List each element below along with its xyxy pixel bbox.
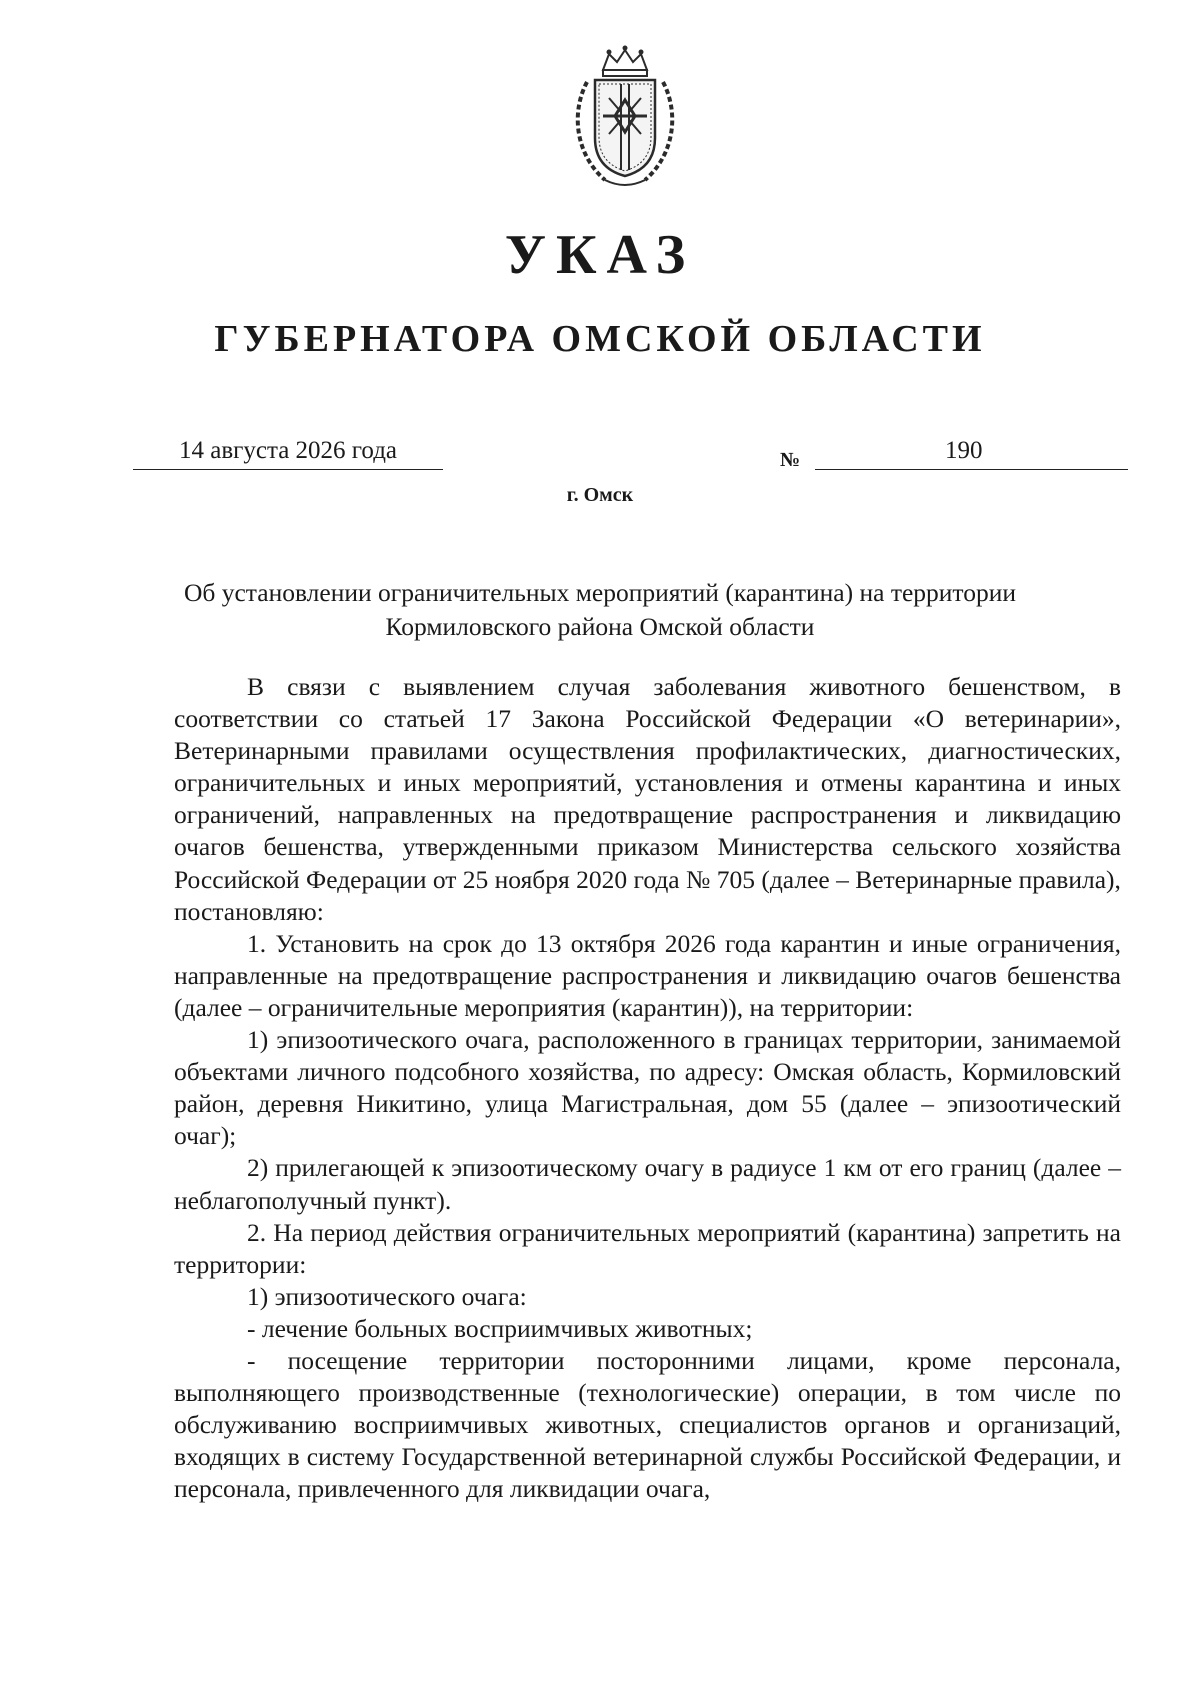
subject-line: Об установлении ограничительных мероприятий (карантина) на территории [183, 578, 1017, 607]
clause-1: 1. Установить на срок до 13 октября 2026 года карантин и иные ограничения, направленные на предотвращение распространения и ликвидацию очагов бешенства (далее – ограничительные мероприятия (карантин)), на территории: [174, 928, 1121, 1022]
clause-2-item-1: 1) эпизоотического очага: [247, 1281, 527, 1311]
decree-title: УКАЗ [504, 224, 696, 286]
clause-1-item-1: 1) эпизоотического очага, расположенного в границах территории, занимаемой объектами личного подсобного хозяйства, по адресу: Омская область, Кормиловский район, деревня Никитино, улица Магистральная, дом 55 (далее – эпизоотический очаг); [174, 1025, 1121, 1151]
resolution-word: постановляю: [174, 896, 324, 926]
decree-number: 190 [945, 437, 983, 464]
coat-of-arms-icon [565, 42, 685, 192]
issuer-title: ГУБЕРНАТОРА ОМСКОЙ ОБЛАСТИ [214, 318, 986, 360]
decree-body [174, 671, 1121, 1505]
subject-line: Кормиловского района Омской области [385, 612, 815, 641]
clause-2-bullet: - посещение территории посторонними лицами, кроме персонала, выполняющего производственные (технологические) операции, в том числе по обслуживанию восприимчивых животных, специалистов органов и организаций, входящих в систему Государственной ветеринарной службы Российской Федерации, и персонала, привлеченного для ликвидации очага, [174, 1345, 1121, 1504]
decree-date: 14 августа 2026 года [133, 433, 443, 470]
clause-1-item-2: 2) прилегающей к эпизоотическому очагу в радиусе 1 км от его границ (далее – неблагополучный пункт). [174, 1153, 1121, 1215]
clause-2-bullet: - лечение больных восприимчивых животных; [247, 1313, 753, 1343]
decree-subject [120, 576, 1080, 644]
number-sign: № [780, 449, 801, 471]
decree-number-field [815, 433, 1128, 470]
clause-2: 2. На период действия ограничительных мероприятий (карантина) запретить на территории: [174, 1217, 1121, 1279]
preamble-paragraph: В связи с выявлением случая заболевания животного бешенством, в соответствии со статьей 17 Закона Российской Федерации «О ветеринарии», Ветеринарными правилами осуществления профилактических, диагностических, ограничительных и иных мероприятий, установления и отмены карантина и иных ограничений, направленных на предотвращение распространения и ликвидацию очагов бешенства, утвержденными приказом Министерства сельского хозяйства Российской Федерации от 25 ноября 2020 года № 705 (далее – Ветеринарные правила), [174, 672, 1121, 894]
city: г. Омск [566, 484, 634, 506]
